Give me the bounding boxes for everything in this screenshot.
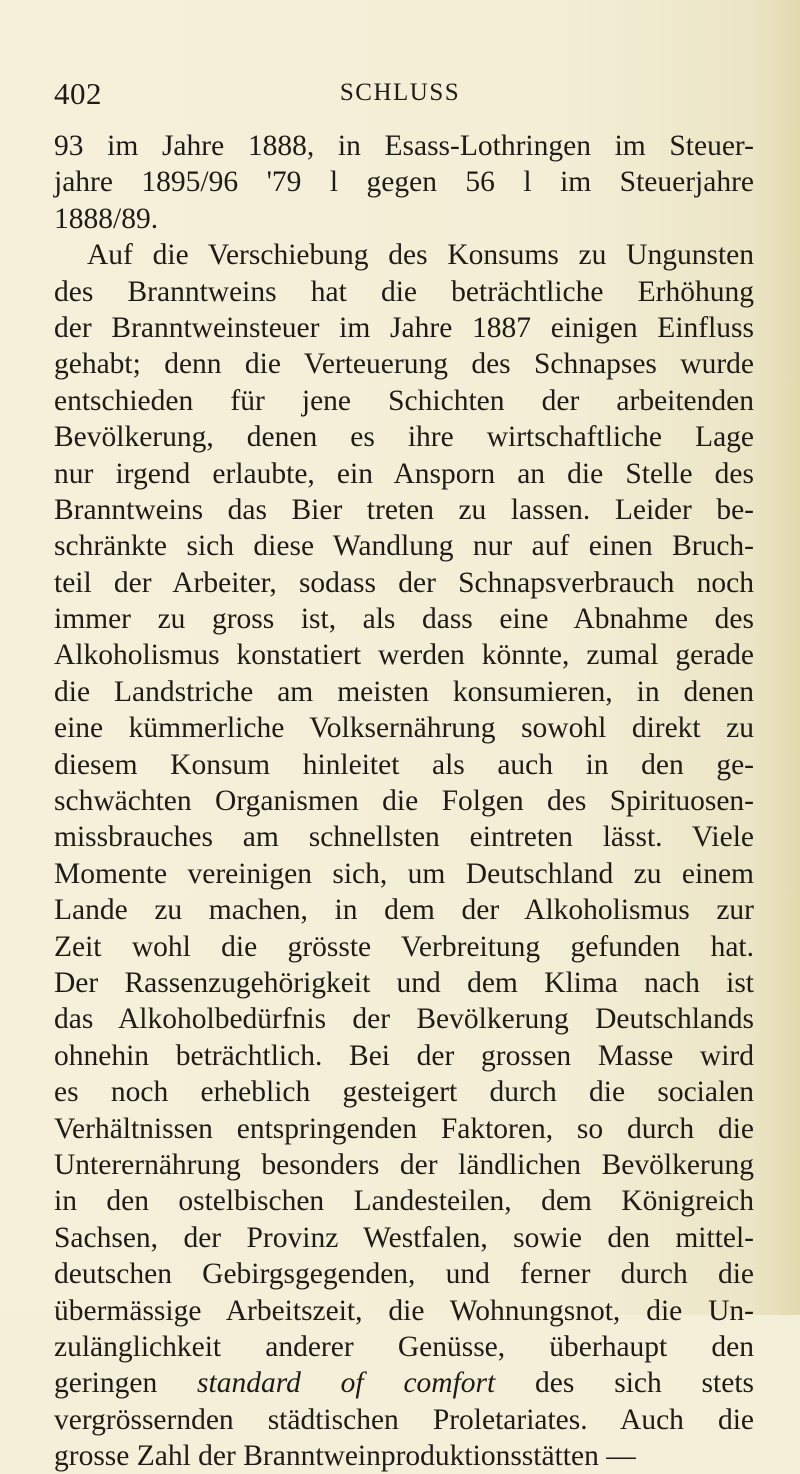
text-line: Lande zu machen, in dem der Alkoholismus zur (54, 894, 754, 927)
text-line: der Branntweinsteuer im Jahre 1887 einigen Einfluss (54, 311, 754, 344)
text-line: 93 im Jahre 1888, in Esass-Lothringen im Steuer- (54, 130, 754, 162)
text-line: Verhältnissen entspringenden Faktoren, so durch die (54, 1112, 754, 1145)
text-line: vergrössernden städtischen Proletariates. Auch die (54, 1403, 754, 1436)
text-line: diesem Konsum hinleitet als auch in den ge- (54, 748, 754, 781)
italic-phrase: standard of comfort (197, 1367, 496, 1400)
text-line: Bevölkerung, denen es ihre wirtschaftliche Lage (54, 421, 754, 454)
text-line: jahre 1895/96 '79 l gegen 56 l im Steuerjahre (54, 166, 754, 199)
text-line: des Branntweins hat die beträchtliche Erhöhung (54, 275, 754, 308)
text-line: Momente vereinigen sich, um Deutschland zu einem (54, 857, 754, 890)
text-line: zulänglichkeit anderer Genüsse, überhaupt den (54, 1330, 754, 1363)
text-line: in den ostelbischen Landesteilen, dem Königreich (54, 1185, 754, 1218)
text-line: es noch erheblich gesteigert durch die socialen (54, 1076, 754, 1109)
page-number: 402 (54, 76, 102, 111)
text-line: deutschen Gebirgsgegenden, und ferner durch die (54, 1258, 754, 1291)
text-line: Branntweins das Bier treten zu lassen. Leider be- (54, 493, 754, 526)
text-line: 1888/89. (54, 202, 159, 235)
text-run: geringen (54, 1367, 198, 1400)
text-line: Auf die Verschiebung des Konsums zu Ungunsten (87, 239, 754, 272)
text-line: übermässige Arbeitszeit, die Wohnungsnot, die Un- (54, 1294, 754, 1327)
text-run: des sich stets (495, 1367, 755, 1400)
text-line: Alkoholismus konstatiert werden könnte, zumal gerade (54, 639, 754, 672)
text-line: ohnehin beträchtlich. Bei der grossen Masse wird (54, 1039, 754, 1072)
text-line: schränkte sich diese Wandlung nur auf einen Bruch- (54, 530, 754, 563)
text-line: Der Rassenzugehörigkeit und dem Klima nach ist (54, 966, 754, 999)
text-line: nur irgend erlaubte, ein Ansporn an die Stelle des (54, 457, 754, 490)
text-line-with-italic (54, 1365, 754, 1401)
text-line: die Landstriche am meisten konsumieren, in denen (54, 675, 754, 708)
text-line: gehabt; denn die Verteuerung des Schnapses wurde (54, 348, 754, 381)
text-line: das Alkoholbedürfnis der Bevölkerung Deutschlands (54, 1003, 754, 1036)
text-line: immer zu gross ist, als dass eine Abnahme des (54, 603, 754, 636)
text-line: Sachsen, der Provinz Westfalen, sowie den mittel- (54, 1221, 754, 1254)
running-head: SCHLUSS (339, 79, 461, 106)
body-text (54, 128, 754, 1474)
text-line: Zeit wohl die grösste Verbreitung gefunden hat. (54, 930, 754, 963)
text-line: schwächten Organismen die Folgen des Spirituosen- (54, 785, 754, 818)
text-line: Unterernährung besonders der ländlichen Bevölkerung (54, 1148, 754, 1181)
text-line: teil der Arbeiter, sodass der Schnapsverbrauch noch (54, 566, 754, 599)
text-line: grosse Zahl der Branntweinproduktionsstätten — (54, 1440, 636, 1473)
text-line: missbrauches am schnellsten eintreten lässt. Viele (54, 821, 754, 854)
text-line: entschieden für jene Schichten der arbeitenden (54, 384, 754, 417)
text-line: eine kümmerliche Volksernährung sowohl direkt zu (54, 712, 754, 745)
